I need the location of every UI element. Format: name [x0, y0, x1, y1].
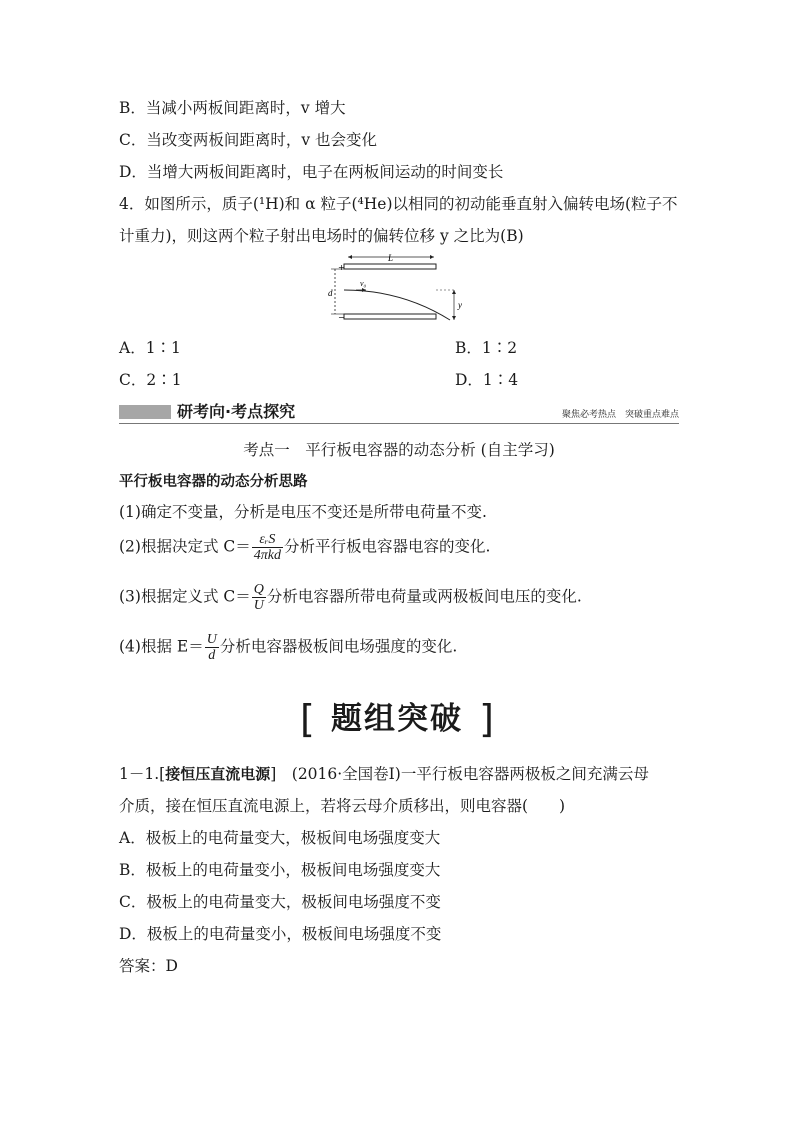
section-header [119, 398, 679, 424]
step-4-prefix: (4)根据 E＝ [119, 637, 204, 656]
prev-option-c: C．当改变两板间距离时，v 也会变化 [119, 131, 378, 149]
bottom-plate [344, 314, 436, 319]
section-rule [119, 423, 679, 424]
q11-option-d: D．极板上的电荷量变小，极板间电场强度不变 [119, 925, 442, 943]
step-3-suffix: 分析电容器所带电荷量或两极板间电压的变化. [266, 587, 582, 606]
option-a: A．1∶1 [119, 339, 181, 357]
step-2-suffix: 分析平行板电容器电容的变化. [283, 537, 491, 556]
question-4-line-2: 计重力)，则这两个粒子射出电场时的偏转位移 y 之比为(B) [119, 227, 524, 245]
minus-label: − [338, 313, 345, 322]
step-3 [119, 582, 582, 613]
step-2 [119, 532, 490, 563]
section-title: 研考向·考点探究 [177, 402, 296, 421]
idea-heading: 平行板电容器的动态分析思路 [119, 474, 308, 490]
banner-title: 题组突破 [331, 701, 463, 737]
section-tagline: 聚焦必考热点 突破重点难点 [561, 410, 679, 420]
deflection-field-diagram [322, 252, 472, 330]
step-3-prefix: (3)根据定义式 C＝ [119, 587, 251, 606]
formula-denominator: 4πkd [253, 548, 281, 563]
step-2-prefix: (2)根据决定式 C＝ [119, 537, 251, 556]
option-b: B．1∶2 [455, 339, 518, 357]
formula-numerator: εᵣS [252, 532, 283, 548]
q11-option-c: C．极板上的电荷量变大，极板间电场强度不变 [119, 893, 441, 911]
practice-banner [300, 697, 494, 741]
prev-option-d: D．当增大两板间距离时，电子在两板间运动的时间变长 [119, 163, 504, 181]
banner-left-bracket: [ [300, 697, 315, 741]
formula-denominator: U [253, 598, 264, 613]
question-source: ] (2016·全国卷Ⅰ)一平行板电容器两极板之间充满云母 [270, 765, 649, 783]
topic-title: 考点一 平行板电容器的动态分析 (自主学习) [243, 441, 555, 459]
d-label: d [328, 288, 333, 298]
formula-numerator: Q [253, 582, 264, 597]
question-4-line-1: 4．如图所示，质子(¹H)和 α 粒子(⁴He)以相同的初动能垂直射入偏转电场(粒子不 [119, 195, 678, 213]
trajectory-curve [344, 290, 450, 320]
l-label: L [388, 253, 394, 263]
step-4 [119, 632, 457, 663]
q11-option-b: B．极板上的电荷量变小，极板间电场强度变大 [119, 861, 441, 879]
plus-label: + [338, 263, 345, 272]
y-label: y [458, 300, 462, 310]
option-c: C．2∶1 [119, 371, 182, 389]
step-1: (1)确定不变量，分析是电压不变还是所带电荷量不变. [119, 503, 487, 521]
formula-numerator: U [206, 632, 217, 647]
question-1-1-line-1 [119, 762, 649, 784]
capacitance-formula [252, 532, 283, 563]
section-marker [119, 405, 171, 419]
banner-right-bracket: ] [479, 697, 494, 741]
option-d: D．1∶4 [455, 371, 519, 389]
v0-label: v₀ [360, 279, 367, 288]
answer: 答案：D [119, 957, 178, 975]
prev-option-b: B．当减小两板间距离时，v 增大 [119, 99, 346, 117]
formula-denominator: d [208, 648, 216, 663]
field-formula [205, 632, 219, 663]
question-number: 1－1.[ [119, 765, 166, 783]
top-plate [344, 264, 436, 269]
step-4-suffix: 分析电容器极板间电场强度的变化. [219, 637, 458, 656]
q11-option-a: A．极板上的电荷量变大，极板间电场强度变大 [119, 829, 441, 847]
question-tag: 接恒压直流电源 [165, 765, 271, 783]
definition-formula [252, 582, 266, 613]
question-1-1-line-2: 介质，接在恒压直流电源上，若将云母介质移出，则电容器( ) [119, 797, 566, 815]
